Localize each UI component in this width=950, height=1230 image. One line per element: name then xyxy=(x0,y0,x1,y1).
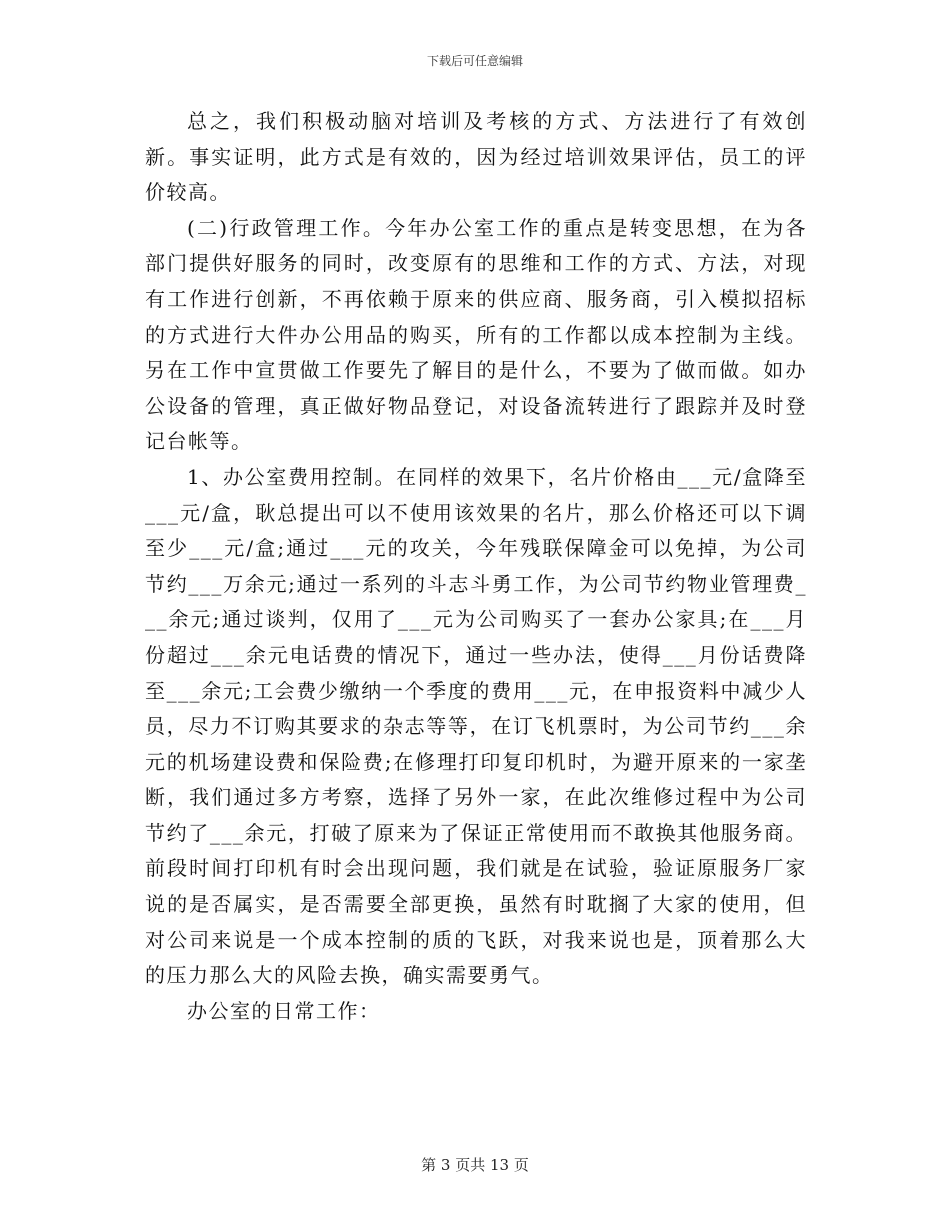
page-header: 下载后可任意编辑 xyxy=(426,54,523,68)
paragraph-daily-work: 办公室的日常工作： xyxy=(187,998,381,1023)
paragraph-cost-control: 1、办公室费用控制。在同样的效果下，名片价格由___元/盒降至___元/盒，耿总提出可以不使用该效果的名片，那么价格还可以下调至少___元/盒;通过___元的攻关，今年残联保障金可以免掉，为公司节约___万余元;通过一系列的斗志斗勇工作，为公司节约物业管理费___余元;通过谈判，仅用了___元为公司购买了一套办公家具;在___月份超过___余元电话费的情况下，通过一些办法，使得___月份话费降至___余元;工会费少缴纳一个季度的费用___元，在申报资料中减少人员，尽力不订购其要求的杂志等等，在订飞机票时，为公司节约___余元的机场建设费和保险费;在修理打印复印机时，为避开原来的一家垄断，我们通过多方考察，选择了另外一家，在此次维修过程中为公司节约了___余元，打破了原来为了保证正常使用而不敢换其他服务商。前段时间打印机有时会出现问题，我们就是在试验，验证原服务厂家说的是否属实，是否需要全部更换，虽然有时耽搁了大家的使用，但对公司来说是一个成本控制的质的飞跃，对我来说也是，顶着那么大的压力那么大的风险去换，确实需要勇气。 xyxy=(145,464,807,988)
page-number-footer: 第 3 页共 13 页 xyxy=(421,1156,529,1174)
paragraph-summary: 总之，我们积极动脑对培训及考核的方式、方法进行了有效创新。事实证明，此方式是有效的，因为经过培训效果评估，员工的评价较高。 xyxy=(145,109,807,205)
document-body xyxy=(145,104,807,1029)
paragraph-admin-management: (二)行政管理工作。今年办公室工作的重点是转变思想，在为各部门提供好服务的同时，改变原有的思维和工作的方式、方法，对现有工作进行创新，不再依赖于原来的供应商、服务商，引入模拟招标的方式进行大件办公用品的购买，所有的工作都以成本控制为主线。另在工作中宣贯做工作要先了解目的是什么，不要为了做而做。如办公设备的管理，真正做好物品登记，对设备流转进行了跟踪并及时登记台帐等。 xyxy=(145,215,807,454)
